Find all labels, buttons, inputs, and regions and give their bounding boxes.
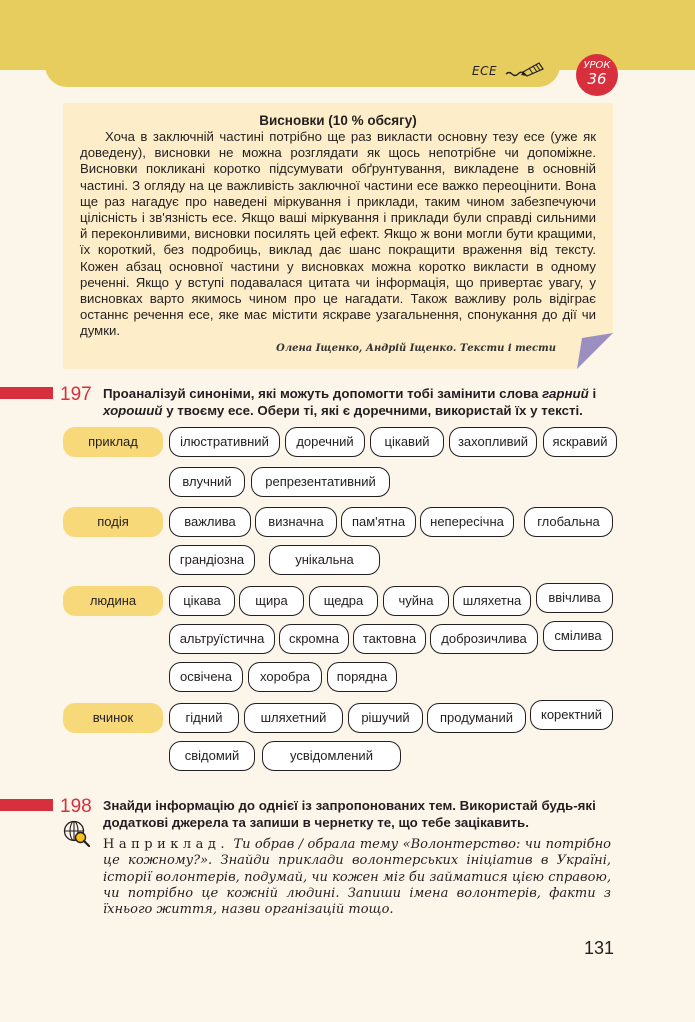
synonym-chip[interactable]: захопливий (449, 427, 537, 457)
synonym-chip[interactable]: влучний (169, 467, 245, 497)
synonym-chip[interactable]: рішучий (348, 703, 423, 733)
synonym-chip[interactable]: шляхетний (244, 703, 343, 733)
note-source: Олена Іщенко, Андрій Іщенко. Тексти і тести (276, 343, 556, 354)
task-marker-bar (0, 387, 53, 399)
task-marker-bar (0, 799, 53, 811)
synonym-chip[interactable]: грандіозна (169, 545, 255, 575)
synonym-chip[interactable]: коректний (530, 700, 613, 730)
synonym-chip[interactable]: чуйна (383, 586, 449, 616)
synonym-chip[interactable]: скромна (279, 624, 349, 654)
task-instruction: Проаналізуй синоніми, які можуть допомогти тобі замінити слова гарний і хороший у твоєму есе. Обери ті, які є доречними, використай їх у тексті. (103, 386, 597, 418)
page-number: 131 (584, 938, 615, 958)
synonym-chip[interactable]: ілюстративний (169, 427, 280, 457)
lesson-word: УРОК (583, 60, 611, 71)
synonym-chip[interactable]: глобальна (524, 507, 613, 537)
task-number: 198 (60, 796, 92, 817)
highlight-word: гарний (542, 386, 589, 401)
synonym-chip[interactable]: хоробра (248, 662, 322, 692)
synonym-chip[interactable]: цікава (169, 586, 235, 616)
task-instruction: Знайди інформацію до однієї із запропонованих тем. Використай будь-які додаткові джерела та запиши в чернетку те, що тебе зацікавить. (103, 798, 596, 830)
example-lead: Наприклад. (103, 837, 230, 852)
synonym-chip[interactable]: пам'ятна (341, 507, 416, 537)
synonym-chip[interactable]: важлива (169, 507, 251, 537)
synonym-chip[interactable]: шляхетна (453, 586, 531, 616)
lesson-number: 36 (587, 70, 607, 88)
synonym-chip[interactable]: репрезентативний (251, 467, 390, 497)
note-body: Хоча в заключній частині потрібно ще раз викласти основну тезу есе (уже як доведену), висновки не можна розглядати як щось непотрібне чи допоміжне. Висновки покликані коротко підсумувати обґрунтування, викладене в основній частині. З огляду на це важливість заключної частини есе важко переоцінити. Вона ще раз нагадує про наведені міркування і приклади, таким чином забезпечуючи цілісність і зв'язність есе. Якщо ваші міркування і приклади були справді сильними й переконливими, висновки посилять цей ефект. Якщо ж вони могли бути кращими, їх короткий, без подробиць, виклад дає шанс покращити враження від тексту. Кожен абзац основної частини у висновках можна коротко викласти в одному реченні. Якщо у вступі подавалася цитата чи інформація, що привертає увагу, у висновках варто якимось чином про це нагадати. Також важливу роль відіграє останнє речення есе, яке має містити яскраве узагальнення, спонукання до дії чи думки. (80, 129, 596, 339)
synonym-chip[interactable]: порядна (327, 662, 397, 692)
synonym-chip[interactable]: визначна (255, 507, 337, 537)
synonym-chip[interactable]: смілива (543, 621, 613, 651)
category-label: вчинок (63, 703, 163, 733)
synonym-chip[interactable]: ввічлива (536, 583, 613, 613)
example-text: Ти обрав / обрала тему «Волонтерство: чи потрібно це кожному?». Знайди приклади волонтерських ініціатив в Україні, історії волонтерів, подумай, чи кожен міг би займатися цією справою, чи потрібно це кожній людині. Запиши імена волонтерів, факти з їхнього життя, назви організацій тощо. (103, 837, 611, 918)
lesson-badge (576, 54, 618, 96)
synonym-chip[interactable]: гідний (169, 703, 239, 733)
synonym-chip[interactable]: продуманий (427, 703, 526, 733)
example-paragraph (103, 837, 611, 918)
synonym-chip[interactable]: тактовна (353, 624, 426, 654)
synonym-chip[interactable]: непересічна (420, 507, 514, 537)
pencil-icon (505, 60, 545, 78)
synonym-chip[interactable]: доброзичлива (430, 624, 538, 654)
note-title: Висновки (10 % обсягу) (259, 113, 417, 128)
synonym-chip[interactable]: освічена (169, 662, 243, 692)
synonym-chip[interactable]: усвідомлений (262, 741, 401, 771)
task-number: 197 (60, 384, 92, 405)
synonym-chip[interactable]: щира (239, 586, 304, 616)
category-label: приклад (63, 427, 163, 457)
synonym-chip[interactable]: доречний (285, 427, 365, 457)
synonym-chip[interactable]: унікальна (269, 545, 380, 575)
synonym-chip[interactable]: яскравий (543, 427, 617, 457)
category-label: подія (63, 507, 163, 537)
highlight-word: хороший (103, 403, 163, 418)
category-label: людина (63, 586, 163, 616)
synonym-chip[interactable]: цікавий (370, 427, 444, 457)
section-label: ЕСЕ (472, 64, 498, 78)
synonym-chip[interactable]: свідомий (169, 741, 255, 771)
synonym-chip[interactable]: альтруїстична (169, 624, 275, 654)
synonym-chip[interactable]: щедра (309, 586, 378, 616)
globe-search-icon (62, 819, 92, 849)
